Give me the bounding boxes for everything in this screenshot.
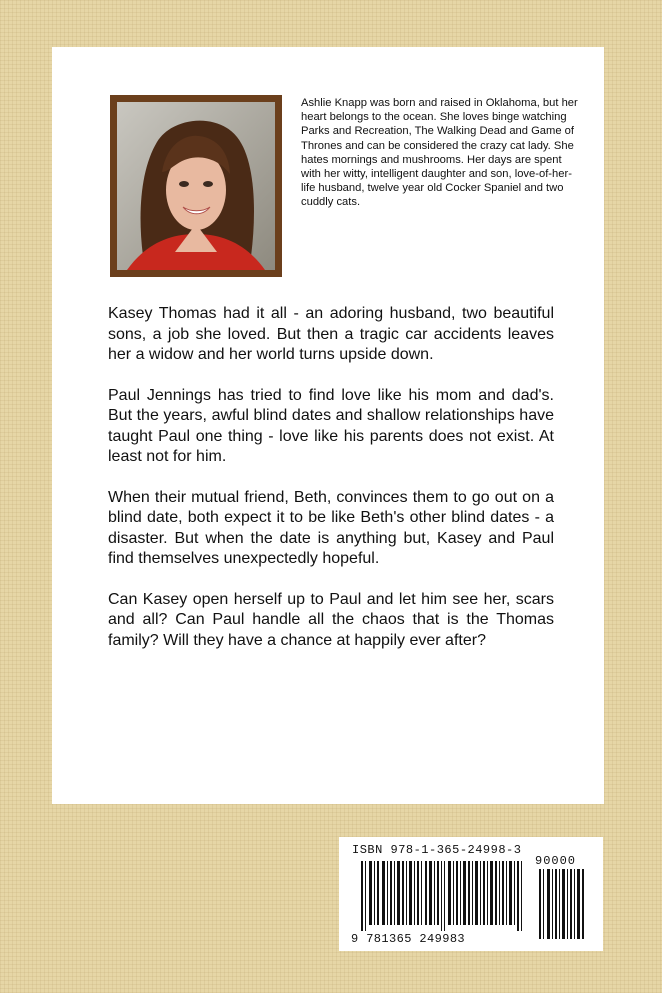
blurb-paragraph: Kasey Thomas had it all - an adoring husband, two beautiful sons, a job she loved. But then a tragic car accidents leaves her a widow and her world turns upside down. [108,305,554,363]
isbn-label: ISBN 978-1-365-24998-3 [352,843,522,857]
author-portrait-image [117,102,275,270]
book-blurb [108,304,554,671]
price-code: 90000 [535,854,577,868]
blurb-paragraph: When their mutual friend, Beth, convinces them to go out on a blind date, both expect it to be like Beth's other blind dates - a disaster. But when the date is anything but, Kasey and Paul find themselves unexpectedly hopeful. [108,488,554,567]
barcode-box [339,837,603,951]
author-photo [110,95,282,277]
blurb-paragraph: Paul Jennings has tried to find love like his mom and dad's. But the years, awful blind dates and shallow relationships have taught Paul one thing - love like his parents does not exist. At least not for him. [108,386,554,465]
back-cover-panel [52,47,604,804]
barcode-bars [359,861,589,941]
author-bio: Ashlie Knapp was born and raised in Oklahoma, but her heart belongs to the ocean. She loves binge watching Parks and Recreation, The Walking Dead and Game of Thrones and can be considered the crazy cat lady. She hates mornings and mushrooms. Her days are spent with her witty, intelligent daughter and son, love-of-her-life husband, twelve year old Cocker Spaniel and two cuddly cats. [301,97,578,209]
blurb-paragraph: Can Kasey open herself up to Paul and let him see her, scars and all? Can Paul handle all the chaos that is the Thomas family? Will they have a chance at happily ever after? [108,590,554,649]
barcode-digits: 9 781365 249983 [351,932,466,946]
